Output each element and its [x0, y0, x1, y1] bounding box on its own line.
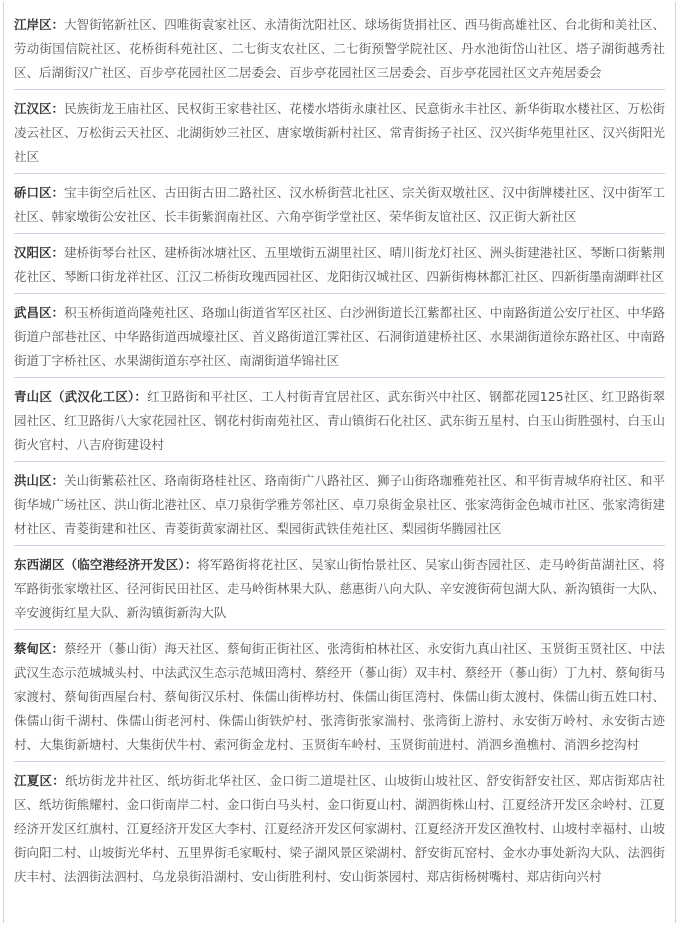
community-list: 积玉桥街道尚隆苑社区、珞珈山街道省军区社区、白沙洲街道长江紫都社区、中南路街道公安厅社区、中华路街道户部巷社区、中华路街道西城壕社区、首义路街道江霁社区、石洞街道建桥社区、水果湖街道徐东路社区、中南路街道丁字桥社区、水果湖街道东亭社区、南湖街道华锦社区: [14, 305, 665, 368]
district-name: 东西湖区（临空港经济开发区）：: [14, 557, 198, 572]
community-list: 蔡经开（蔘山街）海天社区、蔡甸街正街社区、张湾街柏林社区、永安街九真山社区、玉贤街玉贤社区、中法武汉生态示范城城头村、中法武汉生态示范城田湾村、蔡经开（蔘山街）双丰村、蔡经开（蔘山街）丁九村、蔡甸街马家渡村、蔡甸街西屋台村、蔡甸街汉乐村、侏儒山街桦坊村、侏儒山街匡湾村、侏儒山街太渡村、侏儒山街五姓口村、侏儒山街千湖村、侏儒山街老河村、侏儒山街铁炉村、张湾街张家湍村、张湾街上游村、永安街万岭村、永安街古迹村、大集街新塘村、大集街伏牛村、索河街金龙村、玉贤街车岭村、玉贤街前进村、消泗乡渔樵村、消泗乡挖沟村: [14, 641, 665, 752]
district-section-jianghan: [14, 97, 665, 173]
district-section-dongxihu: [14, 553, 665, 629]
section-divider: [14, 173, 665, 174]
district-section-hongshan: [14, 469, 665, 545]
section-divider: [14, 545, 665, 546]
district-section-wuchang: [14, 301, 665, 377]
district-section-qiaokou: [14, 181, 665, 233]
district-section-jiangxia: [14, 769, 665, 893]
section-divider: [14, 233, 665, 234]
district-name: 江汉区：: [14, 101, 65, 116]
community-list: 纸坊街龙井社区、纸坊街北华社区、金口街二道堤社区、山坡街山坡社区、舒安街舒安社区、郑店街郑店社区、纸坊街熊耀村、金口街南岸二村、金口街白马头村、金口街夏山村、湖泗街株山村、江夏经济开发区余岭村、江夏经济开发区红旗村、江夏经济开发区大李村、江夏经济开发区何家湖村、江夏经济开发区渔牧村、山坡村幸福村、山坡街向阳二村、山坡街光华村、五里界街毛家畈村、梁子湖风景区梁湖村、舒安街瓦窑村、金水办事处新沟大队、法泗街庆丰村、法泗街法泗村、乌龙泉街沿湖村、安山街胜利村、安山街茶园村、郑店街杨树嘴村、郑店街向兴村: [14, 773, 665, 884]
district-name: 洪山区：: [14, 473, 65, 488]
community-list: 关山街紫菘社区、珞南街珞桂社区、珞南街广八路社区、狮子山街珞珈雅苑社区、和平街青城华府社区、和平街华城广场社区、洪山街北港社区、卓刀泉街学雅芳邻社区、卓刀泉街金泉社区、张家湾街金色城市社区、张家湾街建材社区、青菱街建和社区、青菱街黄家湖社区、梨园街武铁佳苑社区、梨园街华腾园社区: [14, 473, 665, 536]
district-name: 青山区（武汉化工区）：: [14, 389, 148, 404]
section-divider: [14, 629, 665, 630]
section-divider: [14, 761, 665, 762]
community-list: 宝丰街空后社区、古田街古田二路社区、汉水桥街营北社区、宗关街双墩社区、汉中街牌楼社区、汉中街军工社区、韩家墩街公安社区、长丰街紫润南社区、六角亭街学堂社区、荣华街友谊社区、汉正街大新社区: [14, 185, 665, 224]
district-section-qingshan: [14, 385, 665, 461]
district-name: 硚口区：: [14, 185, 65, 200]
community-list: 红卫路街和平社区、工人村街青宜居社区、武东街兴中社区、钢都花园125社区、红卫路街翠园社区、红卫路街八大家花园社区、钢花村街南苑社区、青山镇街石化社区、武东街五星村、白玉山街胜强村、白玉山街火官村、八吉府街建设村: [14, 389, 665, 452]
district-name: 江岸区：: [14, 17, 65, 32]
community-list: 民族街龙王庙社区、民权街王家巷社区、花楼水塔街永康社区、民意街永丰社区、新华街取水楼社区、万松街凌云社区、万松街云天社区、北湖街妙三社区、唐家墩街新村社区、常青街扬子社区、汉兴街华苑里社区、汉兴街阳光社区: [14, 101, 665, 164]
section-divider: [14, 293, 665, 294]
community-list: 大智街铭新社区、四唯街袁家社区、永清街沈阳社区、球场街货捐社区、西马街高雄社区、台北街和美社区、劳动街国信院社区、花桥街科苑社区、二七街支农社区、二七街预警学院社区、丹水池街岱山社区、塔子湖街越秀社区、后湖街汉广社区、百步亭花园社区二居委会、百步亭花园社区三居委会、百步亭花园社区文卉苑居委会: [14, 17, 665, 80]
district-name: 江夏区：: [14, 773, 66, 788]
community-list: 建桥街琴台社区、建桥街冰塘社区、五里墩街五湖里社区、晴川街龙灯社区、洲头街建港社区、琴断口街紫荆花社区、琴断口街龙祥社区、江汉二桥街玫瑰西园社区、龙阳街汉城社区、四新街梅林都汇社区、四新街墨南湖畔社区: [14, 245, 665, 284]
section-divider: [14, 89, 665, 90]
district-section-hanyang: [14, 241, 665, 293]
district-name: 武昌区：: [14, 305, 65, 320]
district-name: 蔡甸区：: [14, 641, 65, 656]
section-divider: [14, 377, 665, 378]
district-name: 汉阳区：: [14, 245, 65, 260]
community-list: 将军路街将花社区、吴家山街怡景社区、吴家山街杏园社区、走马岭街苗湖社区、将军路街张家墩社区、径河街民田社区、走马岭街林果大队、慈惠街八向大队、辛安渡街荷包湖大队、新沟镇街一大队、辛安渡街红星大队、新沟镇街新沟大队: [14, 557, 665, 620]
section-divider: [14, 461, 665, 462]
district-list: [3, 2, 676, 923]
district-section-jiangan: [14, 13, 665, 89]
district-section-caidian: [14, 637, 665, 761]
